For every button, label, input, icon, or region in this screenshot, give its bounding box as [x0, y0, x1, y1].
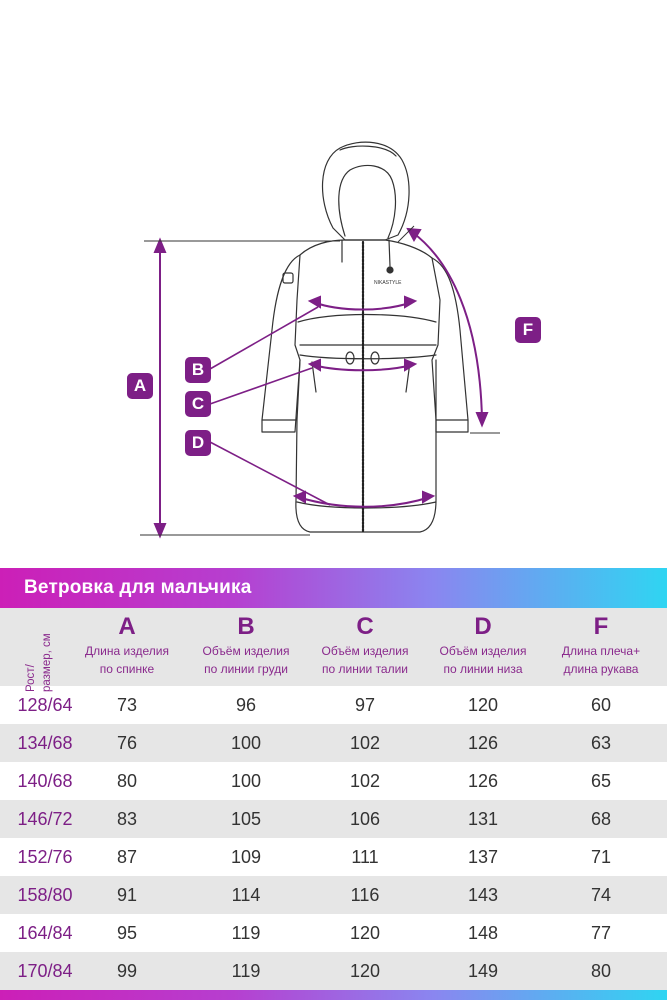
column-desc-line1: Длина изделия [85, 644, 169, 658]
value-f-cell: 68 [590, 809, 612, 829]
value-b-cell: 114 [231, 885, 261, 905]
label-f-badge: F [515, 317, 541, 343]
column-desc-line1: Объём изделия [202, 644, 290, 658]
column-letter: A [118, 613, 136, 640]
label-c-badge: C [185, 391, 211, 417]
table-row [0, 686, 667, 724]
hood-outline [323, 142, 410, 240]
value-b-cell: 105 [230, 809, 262, 829]
value-d-cell: 126 [467, 733, 499, 753]
value-c-cell: 116 [350, 885, 380, 905]
size-cell: 170/84 [17, 961, 73, 981]
value-d-cell: 120 [467, 695, 499, 715]
size-cell: 164/84 [17, 923, 73, 943]
column-desc-line2: по спинке [99, 662, 155, 676]
table-row [0, 724, 667, 762]
column-header-f [545, 608, 657, 678]
value-c-cell: 97 [354, 695, 376, 715]
value-f-cell: 80 [590, 961, 612, 981]
value-a-cell: 76 [116, 733, 138, 753]
value-f-cell: 63 [590, 733, 612, 753]
value-c-cell: 102 [349, 733, 381, 753]
table-row [0, 952, 667, 990]
value-b-cell: 119 [231, 923, 261, 943]
brand-lettering: NIKASTYLE [374, 280, 402, 286]
value-c-cell: 102 [349, 771, 381, 791]
value-d-cell: 131 [467, 809, 499, 829]
value-d-cell: 126 [467, 771, 499, 791]
value-f-cell: 60 [590, 695, 612, 715]
size-cell: 158/80 [17, 885, 73, 905]
value-c-cell: 120 [349, 923, 381, 943]
label-b-badge: B [185, 357, 211, 383]
table-row [0, 762, 667, 800]
column-desc-line2: длина рукава [563, 662, 639, 676]
table-row [0, 876, 667, 914]
column-letter: B [237, 613, 255, 640]
value-d-cell: 143 [467, 885, 499, 905]
column-header-c [305, 608, 425, 678]
size-cell: 152/76 [17, 847, 73, 867]
value-d-cell: 148 [467, 923, 499, 943]
value-a-cell: 91 [116, 885, 138, 905]
size-column-header [0, 624, 57, 692]
product-title: Ветровка для мальчика [24, 577, 252, 598]
column-letter: C [356, 613, 374, 640]
value-f-cell: 74 [590, 885, 612, 905]
value-b-cell: 100 [230, 771, 262, 791]
value-a-cell: 73 [116, 695, 138, 715]
column-desc-line1: Объём изделия [439, 644, 527, 658]
value-f-cell: 65 [590, 771, 612, 791]
value-b-cell: 100 [230, 733, 262, 753]
value-c-cell: 111 [351, 847, 379, 867]
value-b-cell: 119 [231, 961, 261, 981]
table-row [0, 914, 667, 952]
value-a-cell: 83 [116, 809, 138, 829]
value-c-cell: 106 [349, 809, 381, 829]
value-a-cell: 99 [116, 961, 138, 981]
value-c-cell: 120 [349, 961, 381, 981]
column-desc-line2: по линии груди [204, 662, 288, 676]
value-f-cell: 71 [590, 847, 612, 867]
column-letter: D [474, 613, 492, 640]
size-cell: 146/72 [17, 809, 73, 829]
size-header-line2: размер, см [41, 633, 53, 692]
column-header-a [72, 608, 182, 678]
column-letter: F [593, 613, 609, 640]
column-header-b [186, 608, 306, 678]
size-cell: 140/68 [17, 771, 73, 791]
left-sleeve-outline [262, 255, 300, 432]
column-desc-line1: Длина плеча+ [561, 644, 641, 658]
value-a-cell: 87 [116, 847, 138, 867]
value-a-cell: 80 [116, 771, 138, 791]
label-d-badge: D [185, 430, 211, 456]
value-d-cell: 149 [467, 961, 499, 981]
value-b-cell: 109 [230, 847, 262, 867]
jacket-body-outline [295, 240, 440, 532]
table-row [0, 800, 667, 838]
size-cell: 128/64 [17, 695, 73, 715]
column-desc-line2: по линии талии [321, 662, 409, 676]
column-desc-line2: по линии низа [443, 662, 523, 676]
bottom-gradient-bar [0, 990, 667, 1000]
value-a-cell: 95 [116, 923, 138, 943]
label-a-badge: A [127, 373, 153, 399]
value-d-cell: 137 [467, 847, 499, 867]
measure-f-line [412, 232, 482, 420]
column-desc-line1: Объём изделия [321, 644, 409, 658]
size-cell: 134/68 [17, 733, 73, 753]
column-header-d [423, 608, 543, 678]
value-b-cell: 96 [235, 695, 257, 715]
table-row [0, 838, 667, 876]
title-banner [0, 568, 667, 608]
size-header-line1: Рост/ [25, 664, 37, 692]
value-f-cell: 77 [590, 923, 612, 943]
